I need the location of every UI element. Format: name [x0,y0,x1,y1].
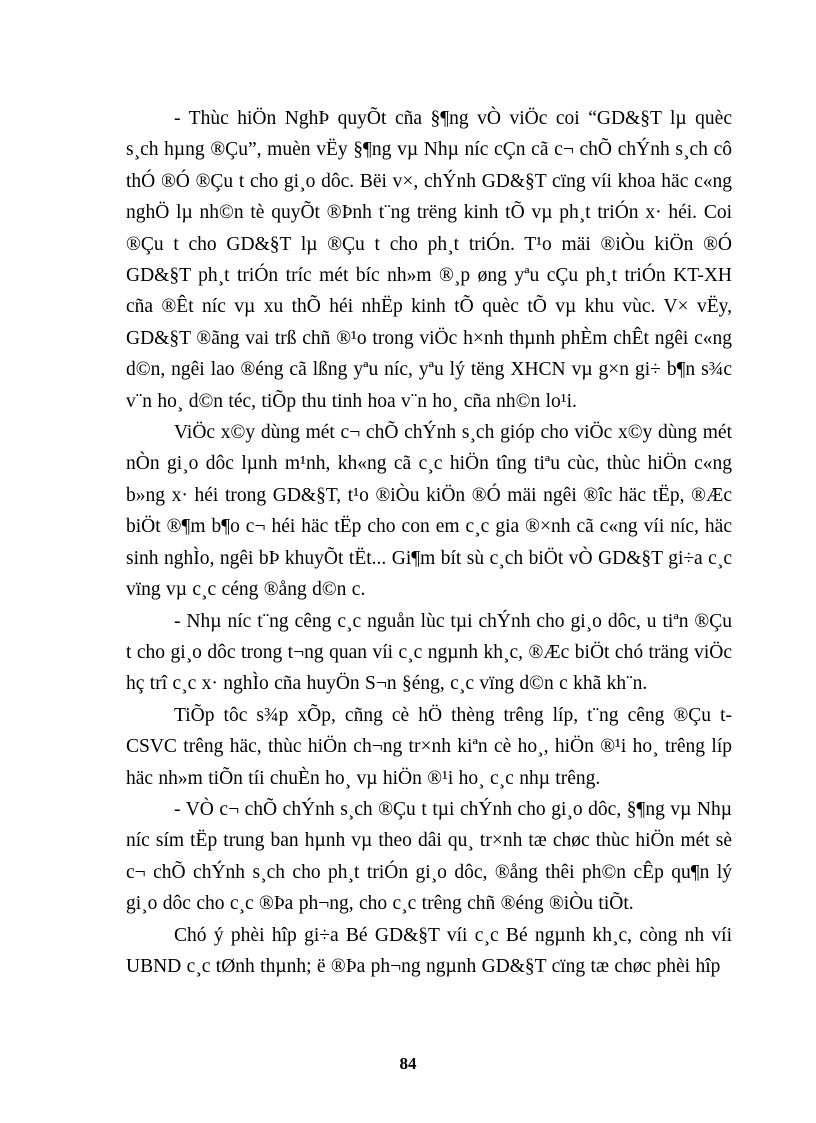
paragraph-5: - VÒ c¬ chÕ chÝnh s¸ch ®Çu t tµi chÝnh cho gi¸o dôc, §¶ng vµ Nhµ níc sím tËp trung ban hµnh vµ theo dâi qu¸ tr×nh tæ chøc thùc hiÖn mét sè c¬ chÕ chÝnh s¸ch cho ph¸t triÓn gi¸o dôc, ®ång thêi ph©n cÊp qu¶n lý gi¸o dôc cho c¸c ®Þa ph¬ng, cho c¸c trêng chñ ®éng ®iÒu tiÕt. [126,798,732,915]
paragraph-2: ViÖc x©y dùng mét c¬ chÕ chÝnh s¸ch gióp cho viÖc x©y dùng mét nÒn gi¸o dôc lµnh m¹nh, kh«ng cã c¸c hiÖn tîng tiªu cùc, thùc hiÖn c«ng b»ng x· héi trong GD&§T, t¹o ®iÒu kiÖn ®Ó mäi ngêi ®îc häc tËp, ®Æc biÖt ®¶m b¶o c¬ héi häc tËp cho con em c¸c gia ®×nh cã c«ng víi níc, häc sinh nghÌo, ngêi bÞ khuyÕt tËt... Gi¶m bít sù c¸ch biÖt vÒ GD&§T gi÷a c¸c vïng vµ c¸c céng ®ång d©n c. [126,422,732,601]
paragraph-1: - Thùc hiÖn NghÞ quyÕt cña §¶ng vÒ viÖc coi “GD&§T lµ quèc s¸ch hµng ®Çu”, muèn vËy §¶ng vµ Nhµ níc cÇn cã c¬ chÕ chÝnh s¸ch cô thÓ ®Ó ®Çu t cho gi¸o dôc. Bëi v×, chÝnh GD&§T cïng víi khoa häc c«ng nghÖ lµ nh©n tè quyÕt ®Þnh t¨ng trëng kinh tÕ vµ ph¸t triÓn x· héi. Coi ®Çu t cho GD&§T lµ ®Çu t cho ph¸t triÓn. T¹o mäi ®iÒu kiÖn ®Ó GD&§T ph¸t triÓn tríc mét bíc nh»m ®¸p øng yªu cÇu ph¸t triÓn KT-XH cña ®Êt níc vµ xu thÕ héi nhËp kinh tÕ quèc tÕ vµ khu vùc. V× vËy, GD&§T ®ãng vai trß chñ ®¹o trong viÖc h×nh thµnh phÈm chÊt ngêi c«ng d©n, ngêi lao ®éng cã lßng yªu níc, yªu lý tëng XHCN vµ g×n gi÷ b¶n s¾c v¨n ho¸ d©n téc, tiÕp thu tinh hoa v¨n ho¸ cña nh©n lo¹i. [126,108,732,412]
document-body [126,103,732,982]
paragraph-3: - Nhµ níc t¨ng cêng c¸c nguån lùc tµi chÝnh cho gi¸o dôc, u tiªn ®Çu t cho gi¸o dôc trong t¬ng quan víi c¸c ngµnh kh¸c, ®Æc biÖt chó träng viÖc hç trî c¸c x· nghÌo cña huyÖn S¬n §éng, c¸c vïng d©n c khã kh¨n. [126,610,732,695]
paragraph-6: Chó ý phèi hîp gi÷a Bé GD&§T víi c¸c Bé ngµnh kh¸c, còng nh víi UBND c¸c tØnh thµnh; ë ®Þa ph¬ng ngµnh GD&§T cïng tæ chøc phèi hîp [126,924,732,977]
paragraph-4: TiÕp tôc s¾p xÕp, cñng cè hÖ thèng trêng líp, t¨ng cêng ®Çu t CSVC trêng häc, thùc hiÖn ch¬ng tr×nh kiªn cè ho¸, hiÖn ®¹i ho¸ trêng líp häc nh»m tiÕn tíi chuÈn ho¸ vµ hiÖn ®¹i ho¸ c¸c nhµ trêng. [126,704,732,789]
page-number: 84 [399,1054,417,1073]
